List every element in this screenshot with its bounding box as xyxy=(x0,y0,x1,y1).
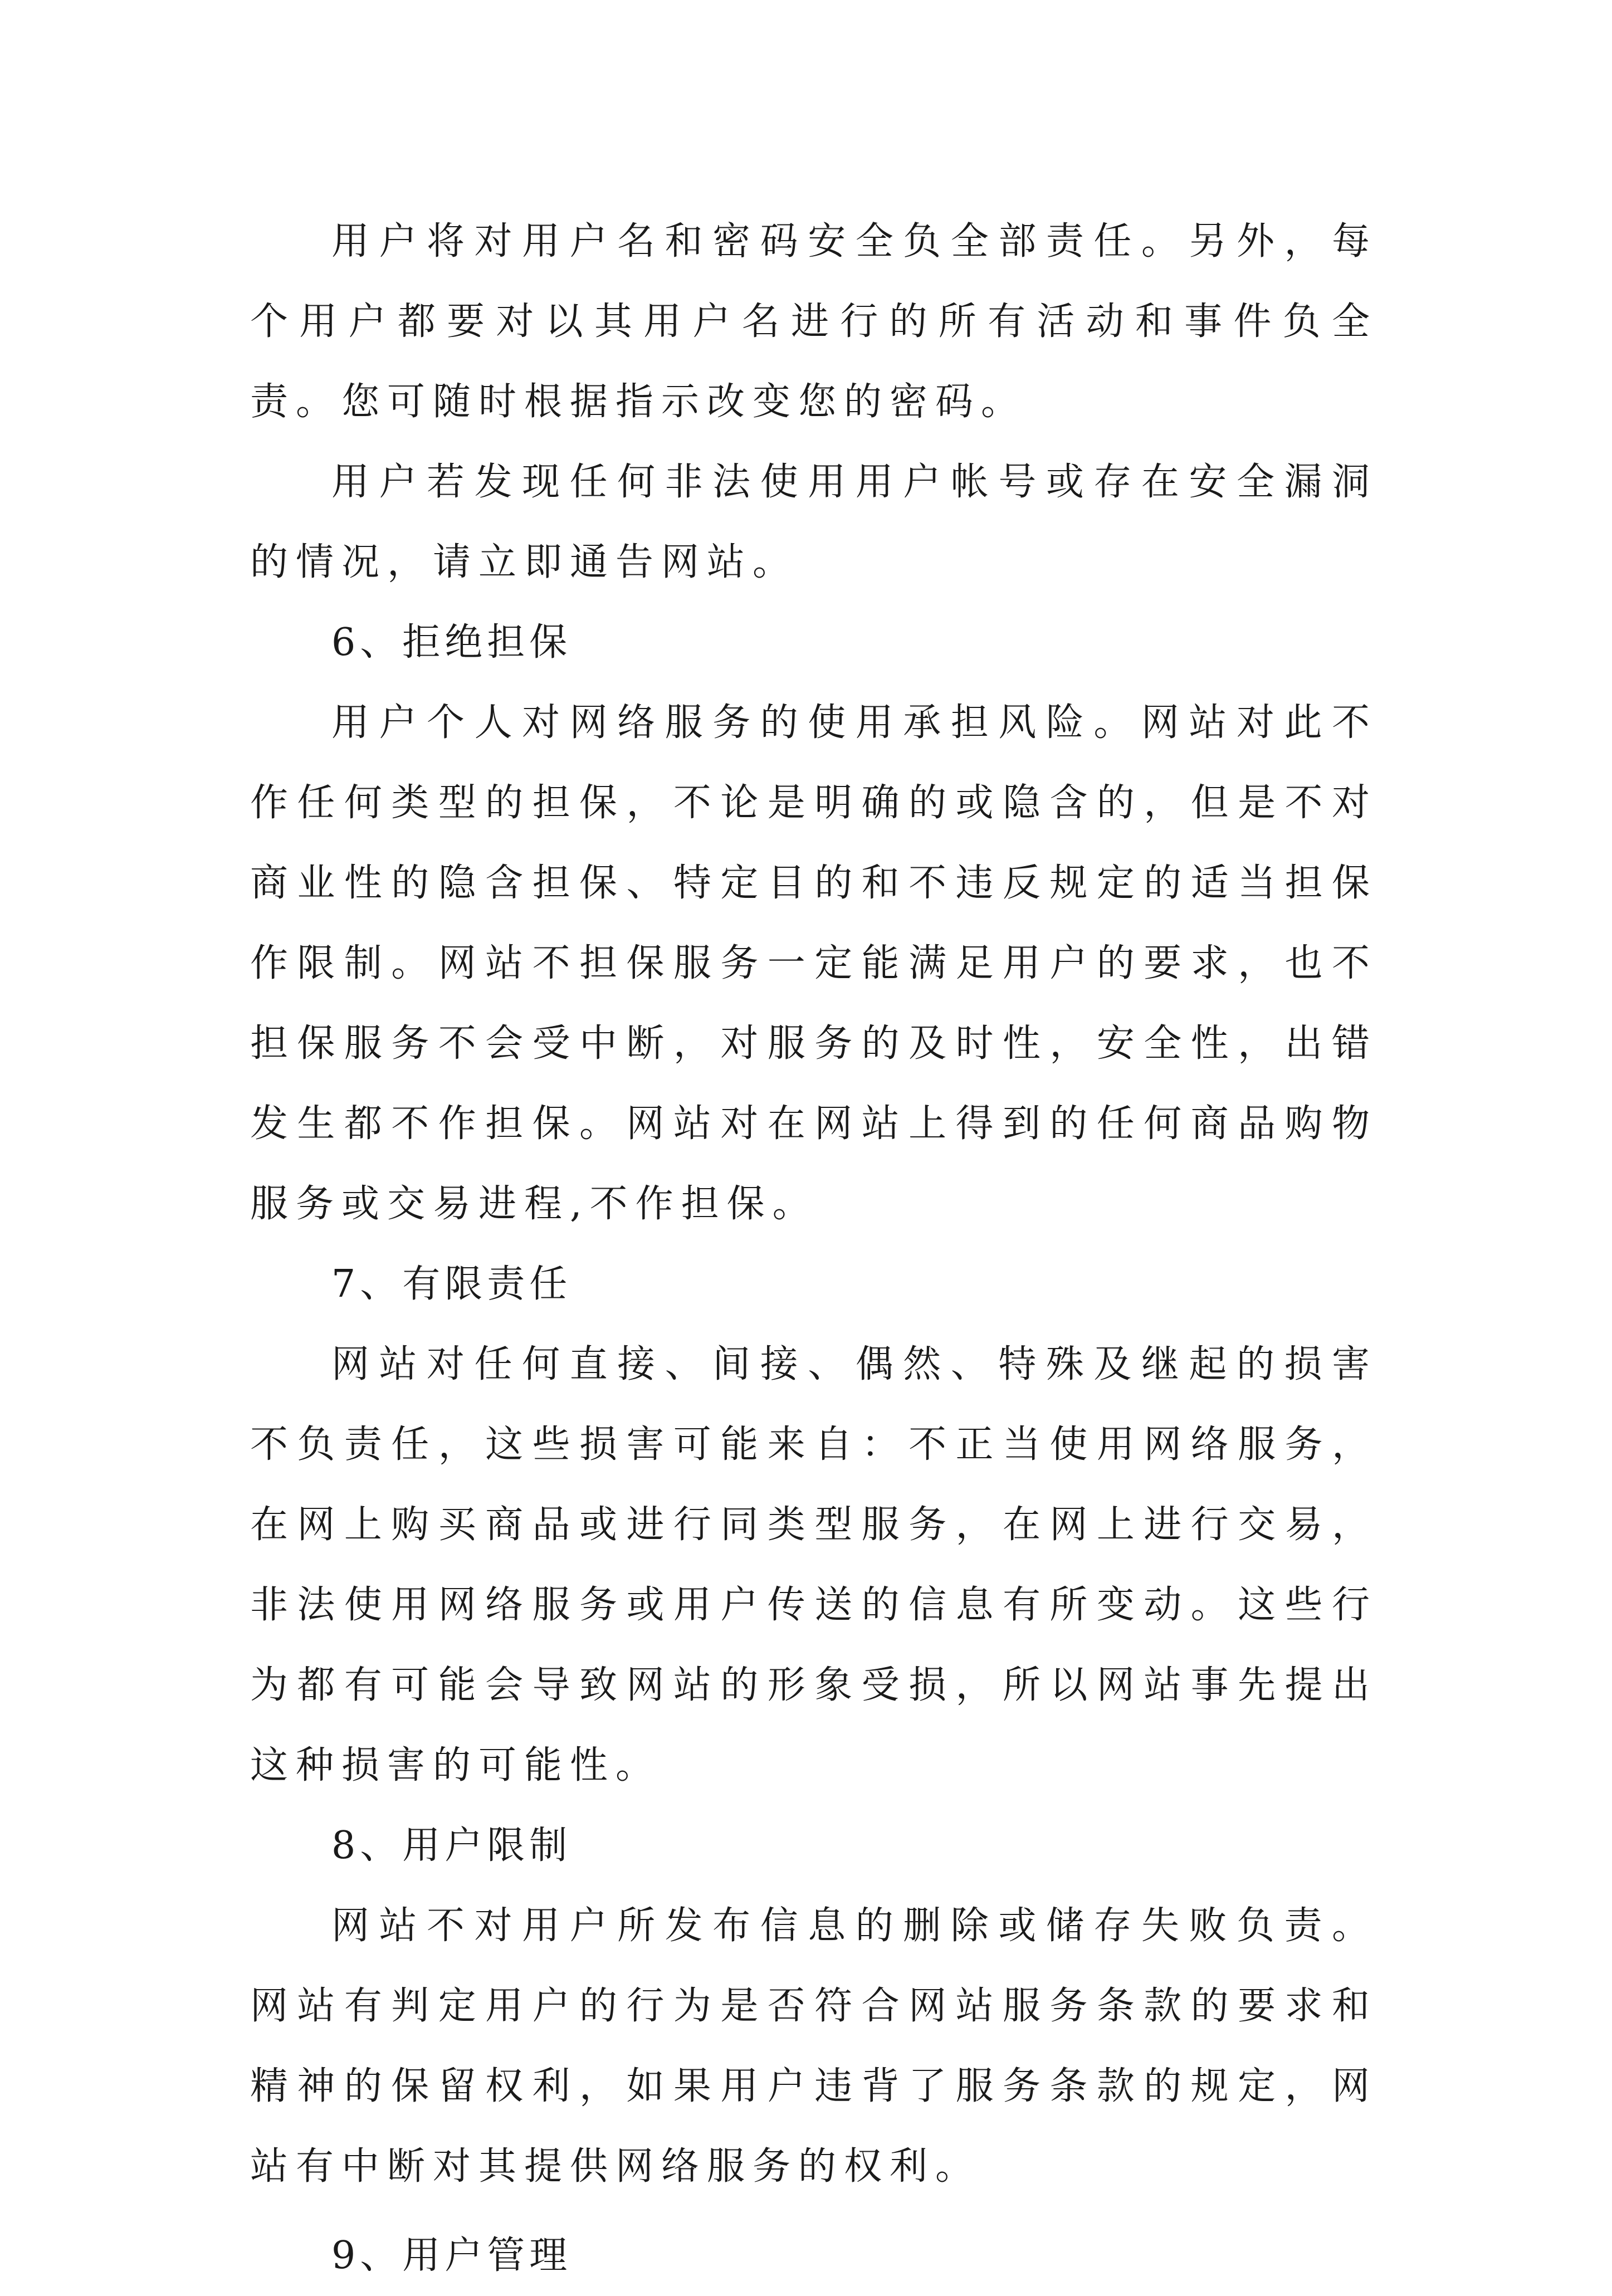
document-body xyxy=(250,202,1377,2296)
paragraph-report-breach: 用户若发现任何非法使用用户帐号或存在安全漏洞的情况，请立即通告网站。 xyxy=(250,460,1377,584)
section-heading-user-management: 9、用户管理 xyxy=(331,2234,572,2278)
section-heading-user-restrictions: 8、用户限制 xyxy=(331,1824,572,1868)
section-heading-disclaimer: 6、拒绝担保 xyxy=(331,621,572,665)
paragraph-limited-liability: 网站对任何直接、间接、偶然、特殊及继起的损害不负责任，这些损害可能来自：不正当使用网络服务，在网上购买商品或进行同类型服务，在网上进行交易，非法使用网络服务或用户传送的信息有所变动。这些行为都有可能会导致网站的形象受损，所以网站事先提出这种损害的可能性。 xyxy=(250,1342,1377,1787)
paragraph-user-restrictions: 网站不对用户所发布信息的删除或储存失败负责。网站有判定用户的行为是否符合网站服务条款的要求和精神的保留权利，如果用户违背了服务条款的规定，网站有中断对其提供网络服务的权利。 xyxy=(250,1904,1377,2188)
section-heading-limited-liability: 7、有限责任 xyxy=(331,1262,572,1306)
paragraph-disclaimer: 用户个人对网络服务的使用承担风险。网站对此不作任何类型的担保，不论是明确的或隐含的，但是不对商业性的隐含担保、特定目的和不违反规定的适当担保作限制。网站不担保服务一定能满足用户的要求，也不担保服务不会受中断，对服务的及时性，安全性，出错发生都不作担保。网站对在网站上得到的任何商品购物服务或交易进程,不作担保。 xyxy=(250,701,1377,1226)
paragraph-account-security: 用户将对用户名和密码安全负全部责任。另外，每个用户都要对以其用户名进行的所有活动和事件负全责。您可随时根据指示改变您的密码。 xyxy=(250,219,1377,424)
